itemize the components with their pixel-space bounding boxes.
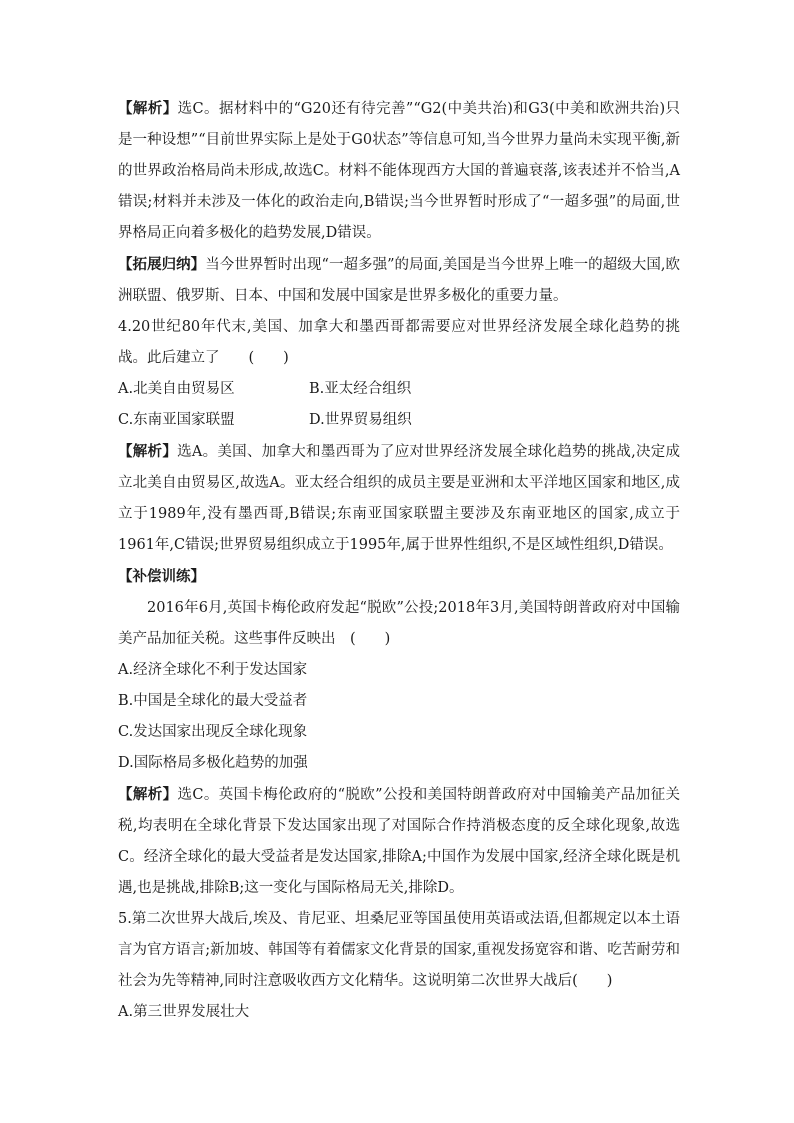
extension-label: 【拓展归纳】 — [118, 256, 206, 273]
question-4-option-b: B.亚太经合组织 — [309, 381, 412, 397]
compensation-option-b: B.中国是全球化的最大受益者 — [118, 693, 308, 709]
analysis-paragraph-2 — [118, 436, 680, 561]
analysis-label: 【解析】 — [118, 100, 178, 117]
analysis-text: 选A。美国、加拿大和墨西哥为了应对世界经济发展全球化趋势的挑战,决定成立北美自由贸易区,故选A。亚太经合组织的成员主要是亚洲和太平洋地区国家和地区,成立于1989年,没有墨西哥,B错误;东南亚国家联盟主要涉及东南亚地区的国家,成立于1961年,C错误;世界贸易组织成立于1995年,属于世界性组织,不是区域性组织,D错误。 — [118, 444, 681, 553]
question-4-option-a: A.北美自由贸易区 — [118, 381, 235, 397]
question-5-option-a: A.第三世界发展壮大 — [118, 1004, 250, 1020]
compensation-training-label: 【补偿训练】 — [118, 568, 205, 585]
compensation-option-a: A.经济全球化不利于发达国家 — [118, 662, 308, 678]
analysis-paragraph-3 — [118, 779, 680, 904]
question-4-options-row-1 — [118, 374, 680, 405]
question-5-stem: 5.第二次世界大战后,埃及、肯尼亚、坦桑尼亚等国虽使用英语或法语,但都规定以本土语言为官方语言;新加坡、韩国等有着儒家文化背景的国家,重视发扬宽容和谐、吃苦耐劳和社会为先等精神,同时注意吸收西方文化精华。这说明第二次世界大战后( ) — [118, 911, 680, 989]
question-4-option-d: D.世界贸易组织 — [309, 412, 412, 428]
analysis-text: 选C。英国卡梅伦政府的“脱欧”公投和美国特朗普政府对中国输美产品加征关税,均表明在全球化背景下发达国家出现了对国际合作持消极态度的反全球化现象,故选C。经济全球化的最大受益者是发达国家,排除A;中国作为发展中国家,经济全球化既是机遇,也是挑战,排除B;这一变化与国际格局无关,排除D。 — [118, 787, 680, 896]
question-4-option-c: C.东南亚国家联盟 — [118, 412, 235, 428]
analysis-label: 【解析】 — [118, 786, 178, 803]
extension-text: 当今世界暂时出现“一超多强”的局面,美国是当今世界上唯一的超级大国,欧洲联盟、俄罗斯、日本、中国和发展中国家是世界多极化的重要力量。 — [118, 257, 680, 304]
extension-paragraph — [118, 249, 680, 312]
analysis-label: 【解析】 — [118, 443, 178, 460]
question-4-options-row-2 — [118, 405, 680, 436]
analysis-paragraph-1 — [118, 93, 680, 249]
analysis-text: 选C。据材料中的“G20还有待完善”“G2(中美共治)和G3(中美和欧洲共治)只是一种设想”“目前世界实际上是处于G0状态”等信息可知,当今世界力量尚未实现平衡,新的世界政治格局尚未形成,故选C。材料不能体现西方大国的普遍衰落,该表述并不恰当,A错误;材料并未涉及一体化的政治走向,B错误;当今世界暂时形成了“一超多强”的局面,世界格局正向着多极化的趋势发展,D错误。 — [118, 101, 681, 241]
question-4-stem: 4.20世纪80年代末,美国、加拿大和墨西哥都需要应对世界经济发展全球化趋势的挑战。此后建立了 ( ) — [118, 319, 680, 366]
compensation-question-stem: 2016年6月,英国卡梅伦政府发起“脱欧”公投;2018年3月,美国特朗普政府对中国输美产品加征关税。这些事件反映出 ( ) — [118, 600, 680, 647]
document-content — [118, 93, 680, 1028]
compensation-option-d: D.国际格局多极化趋势的加强 — [118, 755, 308, 771]
compensation-option-c: C.发达国家出现反全球化现象 — [118, 724, 308, 740]
